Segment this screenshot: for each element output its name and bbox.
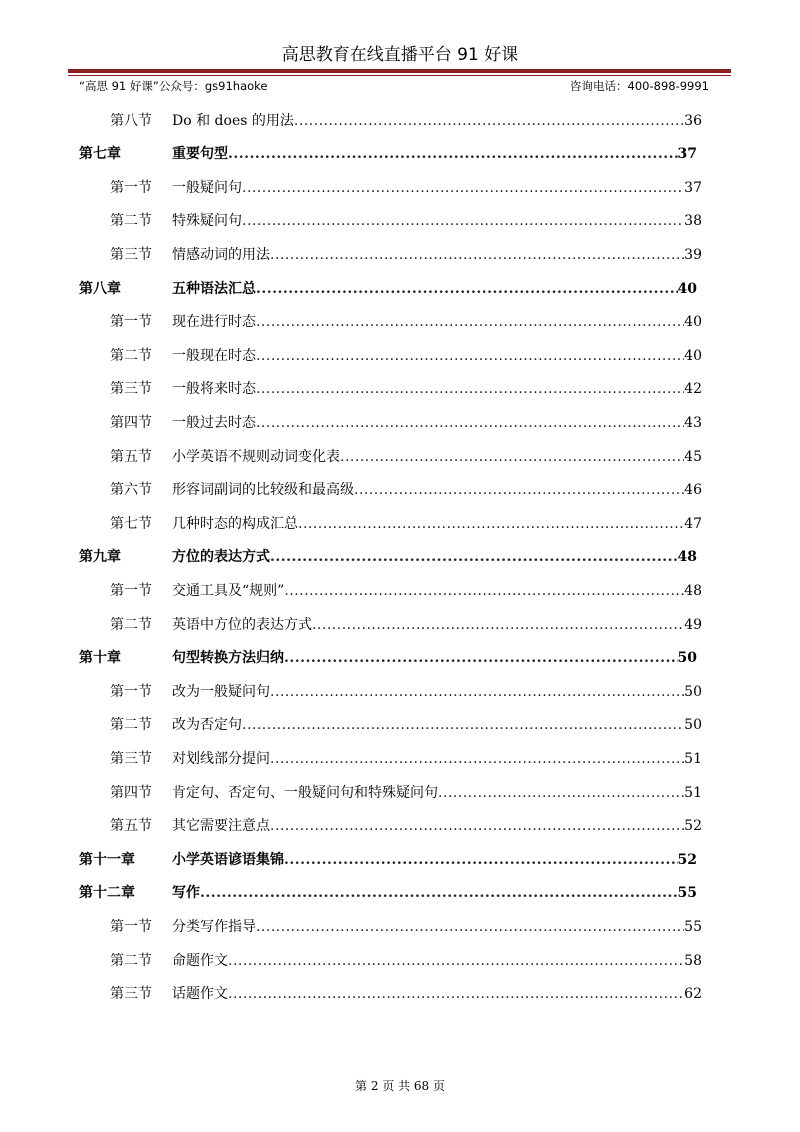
toc-entry-line — [172, 950, 702, 970]
toc-entry-line — [172, 580, 702, 600]
toc-number: 第七节 — [110, 515, 152, 532]
toc-title: 几种时态的构成汇总 — [172, 515, 298, 532]
toc-leader-dots — [228, 953, 684, 969]
toc-title: 五种语法汇总 — [172, 280, 256, 297]
toc-title: 特殊疑问句 — [172, 213, 242, 230]
toc-leader-dots — [270, 818, 684, 834]
toc-title: 话题作文 — [172, 986, 228, 1003]
header-rule-thick — [68, 69, 731, 73]
toc-section-row[interactable] — [0, 305, 800, 338]
toc-entry-line — [172, 849, 697, 869]
toc-entry-line — [172, 177, 702, 197]
toc-page-number: 48 — [677, 549, 697, 566]
toc-leader-dots — [242, 213, 684, 229]
toc-number: 第一节 — [110, 314, 152, 331]
toc-leader-dots — [270, 751, 684, 767]
toc-number: 第一节 — [110, 582, 152, 599]
toc-title: 方位的表达方式 — [172, 549, 270, 566]
toc-page-number: 37 — [677, 146, 697, 163]
toc-section-row[interactable] — [0, 607, 800, 640]
toc-page-number: 58 — [684, 952, 702, 969]
toc-page-number: 52 — [677, 851, 697, 868]
toc-page-number: 39 — [684, 246, 702, 263]
toc-title: 一般将来时态 — [172, 381, 256, 398]
toc-entry-line — [172, 311, 702, 331]
toc-section-row[interactable] — [0, 809, 800, 842]
toc-page-number: 50 — [684, 717, 702, 734]
toc-title: 情感动词的用法 — [172, 246, 270, 263]
toc-title: 改为否定句 — [172, 717, 242, 734]
toc-title: 改为一般疑问句 — [172, 683, 270, 700]
toc-number: 第八章 — [79, 280, 121, 297]
toc-leader-dots — [298, 516, 684, 532]
toc-chapter-row[interactable] — [0, 137, 800, 170]
toc-entry-line — [172, 513, 702, 533]
toc-entry-line — [172, 143, 697, 163]
toc-leader-dots — [284, 650, 678, 666]
toc-leader-dots — [438, 785, 684, 801]
toc-section-row[interactable] — [0, 439, 800, 472]
toc-leader-dots — [312, 617, 684, 633]
header-wechat: “高思 91 好课”公众号：gs91haoke — [79, 79, 268, 93]
toc-page-number: 47 — [684, 515, 702, 532]
toc-page-number: 62 — [684, 986, 702, 1003]
toc-page-number: 38 — [684, 213, 702, 230]
toc-entry-line — [172, 479, 702, 499]
toc-page-number: 46 — [684, 482, 702, 499]
toc-entry-line — [172, 614, 702, 634]
toc-leader-dots — [228, 146, 678, 162]
toc-page-number: 40 — [684, 314, 702, 331]
toc-number: 第二节 — [110, 213, 152, 230]
toc-page-number: 50 — [677, 650, 697, 667]
toc-page-number: 45 — [684, 448, 702, 465]
toc-section-row[interactable] — [0, 506, 800, 539]
toc-entry-line — [172, 647, 697, 667]
toc-chapter-row[interactable] — [0, 271, 800, 304]
toc-title: 小学英语不规则动词变化表 — [172, 448, 340, 465]
toc-title: 一般疑问句 — [172, 179, 242, 196]
toc-page-number: 51 — [684, 784, 702, 801]
toc-number: 第五节 — [110, 818, 152, 835]
toc-section-row[interactable] — [0, 170, 800, 203]
toc-entry-line — [172, 412, 702, 432]
toc-leader-dots — [284, 583, 684, 599]
toc-title: 其它需要注意点 — [172, 818, 270, 835]
toc-entry-line — [172, 916, 702, 936]
toc-page-number: 55 — [677, 885, 697, 902]
toc-entry-line — [172, 244, 702, 264]
toc-leader-dots — [242, 717, 684, 733]
toc-number: 第三节 — [110, 381, 152, 398]
toc-entry-line — [172, 378, 702, 398]
toc-entry-line — [172, 782, 702, 802]
toc-leader-dots — [256, 919, 684, 935]
header-title: 高思教育在线直播平台 91 好课 — [281, 45, 519, 65]
toc-title: 分类写作指导 — [172, 918, 256, 935]
toc-leader-dots — [256, 314, 684, 330]
toc-number: 第三节 — [110, 246, 152, 263]
toc-leader-dots — [256, 415, 684, 431]
toc-number: 第八节 — [110, 112, 152, 129]
toc-page-number: 48 — [684, 582, 702, 599]
toc-section-row[interactable] — [0, 977, 800, 1010]
toc-number: 第一节 — [110, 918, 152, 935]
toc-page-number: 51 — [684, 750, 702, 767]
toc-number: 第二节 — [110, 717, 152, 734]
toc-entry-line — [172, 110, 702, 130]
toc-section-row[interactable] — [0, 708, 800, 741]
toc-number: 第二节 — [110, 952, 152, 969]
toc-title: 句型转换方法归纳 — [172, 650, 284, 667]
toc-page-number: 42 — [684, 381, 702, 398]
toc-section-row[interactable] — [0, 405, 800, 438]
toc-entry-line — [172, 210, 702, 230]
toc-number: 第五节 — [110, 448, 152, 465]
page-footer: 第 2 页 共 68 页 — [355, 1079, 445, 1093]
toc-title: 一般现在时态 — [172, 347, 256, 364]
toc-leader-dots — [256, 281, 678, 297]
toc-section-row[interactable] — [0, 573, 800, 606]
toc-page-number: 37 — [684, 179, 702, 196]
toc-chapter-row[interactable] — [0, 842, 800, 875]
toc-number: 第十一章 — [79, 851, 135, 868]
toc-leader-dots — [242, 180, 684, 196]
toc-title: 形容词副词的比较级和最高级 — [172, 482, 354, 499]
toc-leader-dots — [270, 549, 678, 565]
toc-number: 第四节 — [110, 414, 152, 431]
header-rule-thin — [68, 75, 731, 76]
toc-entry-line — [172, 983, 702, 1003]
toc-leader-dots — [354, 482, 684, 498]
toc-title: 命题作文 — [172, 952, 228, 969]
toc-leader-dots — [256, 381, 684, 397]
toc-number: 第二节 — [110, 347, 152, 364]
toc-page-number: 49 — [684, 616, 702, 633]
toc-entry-line — [172, 748, 702, 768]
toc-title: 写作 — [172, 885, 200, 902]
toc-section-row[interactable] — [0, 909, 800, 942]
toc-chapter-row[interactable] — [0, 540, 800, 573]
toc-leader-dots — [200, 885, 678, 901]
header-phone: 咨询电话：400-898-9991 — [570, 79, 709, 93]
toc-leader-dots — [228, 986, 684, 1002]
toc-title: 现在进行时态 — [172, 314, 256, 331]
toc-entry-line — [172, 815, 702, 835]
toc-number: 第十二章 — [79, 885, 135, 902]
toc-section-row[interactable] — [0, 338, 800, 371]
toc-page-number: 52 — [684, 818, 702, 835]
toc-entry-line — [172, 714, 702, 734]
toc-section-row[interactable] — [0, 775, 800, 808]
toc-section-row[interactable] — [0, 473, 800, 506]
toc-number: 第七章 — [79, 146, 121, 163]
toc-title: 英语中方位的表达方式 — [172, 616, 312, 633]
toc-section-row[interactable] — [0, 674, 800, 707]
toc-page-number: 43 — [684, 414, 702, 431]
toc-title: 对划线部分提问 — [172, 750, 270, 767]
toc-number: 第二节 — [110, 616, 152, 633]
toc-leader-dots — [340, 449, 684, 465]
toc-number: 第四节 — [110, 784, 152, 801]
toc-section-row[interactable] — [0, 237, 800, 270]
toc-entry-line — [172, 882, 697, 902]
toc-number: 第十章 — [79, 650, 121, 667]
toc-page-number: 55 — [684, 918, 702, 935]
toc-number: 第三节 — [110, 986, 152, 1003]
toc-leader-dots — [284, 852, 678, 868]
toc-chapter-row[interactable] — [0, 641, 800, 674]
toc-title: 肯定句、否定句、一般疑问句和特殊疑问句 — [172, 784, 438, 801]
toc-entry-line — [172, 345, 702, 365]
toc-number: 第一节 — [110, 683, 152, 700]
toc-title: 交通工具及“规则” — [172, 582, 285, 599]
toc-entry-line — [172, 546, 697, 566]
toc-title: 小学英语谚语集锦 — [172, 851, 284, 868]
toc-leader-dots — [270, 247, 684, 263]
toc-title: 重要句型 — [172, 146, 228, 163]
toc-number: 第六节 — [110, 482, 152, 499]
toc-page-number: 50 — [684, 683, 702, 700]
toc-page-number: 36 — [684, 112, 702, 129]
toc-page-number: 40 — [684, 347, 702, 364]
toc-title: Do 和 does 的用法 — [172, 112, 294, 129]
toc-section-row[interactable] — [0, 943, 800, 976]
toc-chapter-row[interactable] — [0, 876, 800, 909]
toc-section-row[interactable] — [0, 103, 800, 136]
toc-number: 第九章 — [79, 549, 121, 566]
toc-leader-dots — [270, 684, 684, 700]
toc-title: 一般过去时态 — [172, 414, 256, 431]
toc-entry-line — [172, 278, 697, 298]
toc-entry-line — [172, 446, 702, 466]
toc-entry-line — [172, 681, 702, 701]
toc-number: 第三节 — [110, 750, 152, 767]
toc-leader-dots — [256, 348, 684, 364]
toc-leader-dots — [294, 113, 684, 129]
toc-page-number: 40 — [677, 280, 697, 297]
toc-section-row[interactable] — [0, 372, 800, 405]
toc-section-row[interactable] — [0, 741, 800, 774]
toc-number: 第一节 — [110, 179, 152, 196]
toc-section-row[interactable] — [0, 204, 800, 237]
